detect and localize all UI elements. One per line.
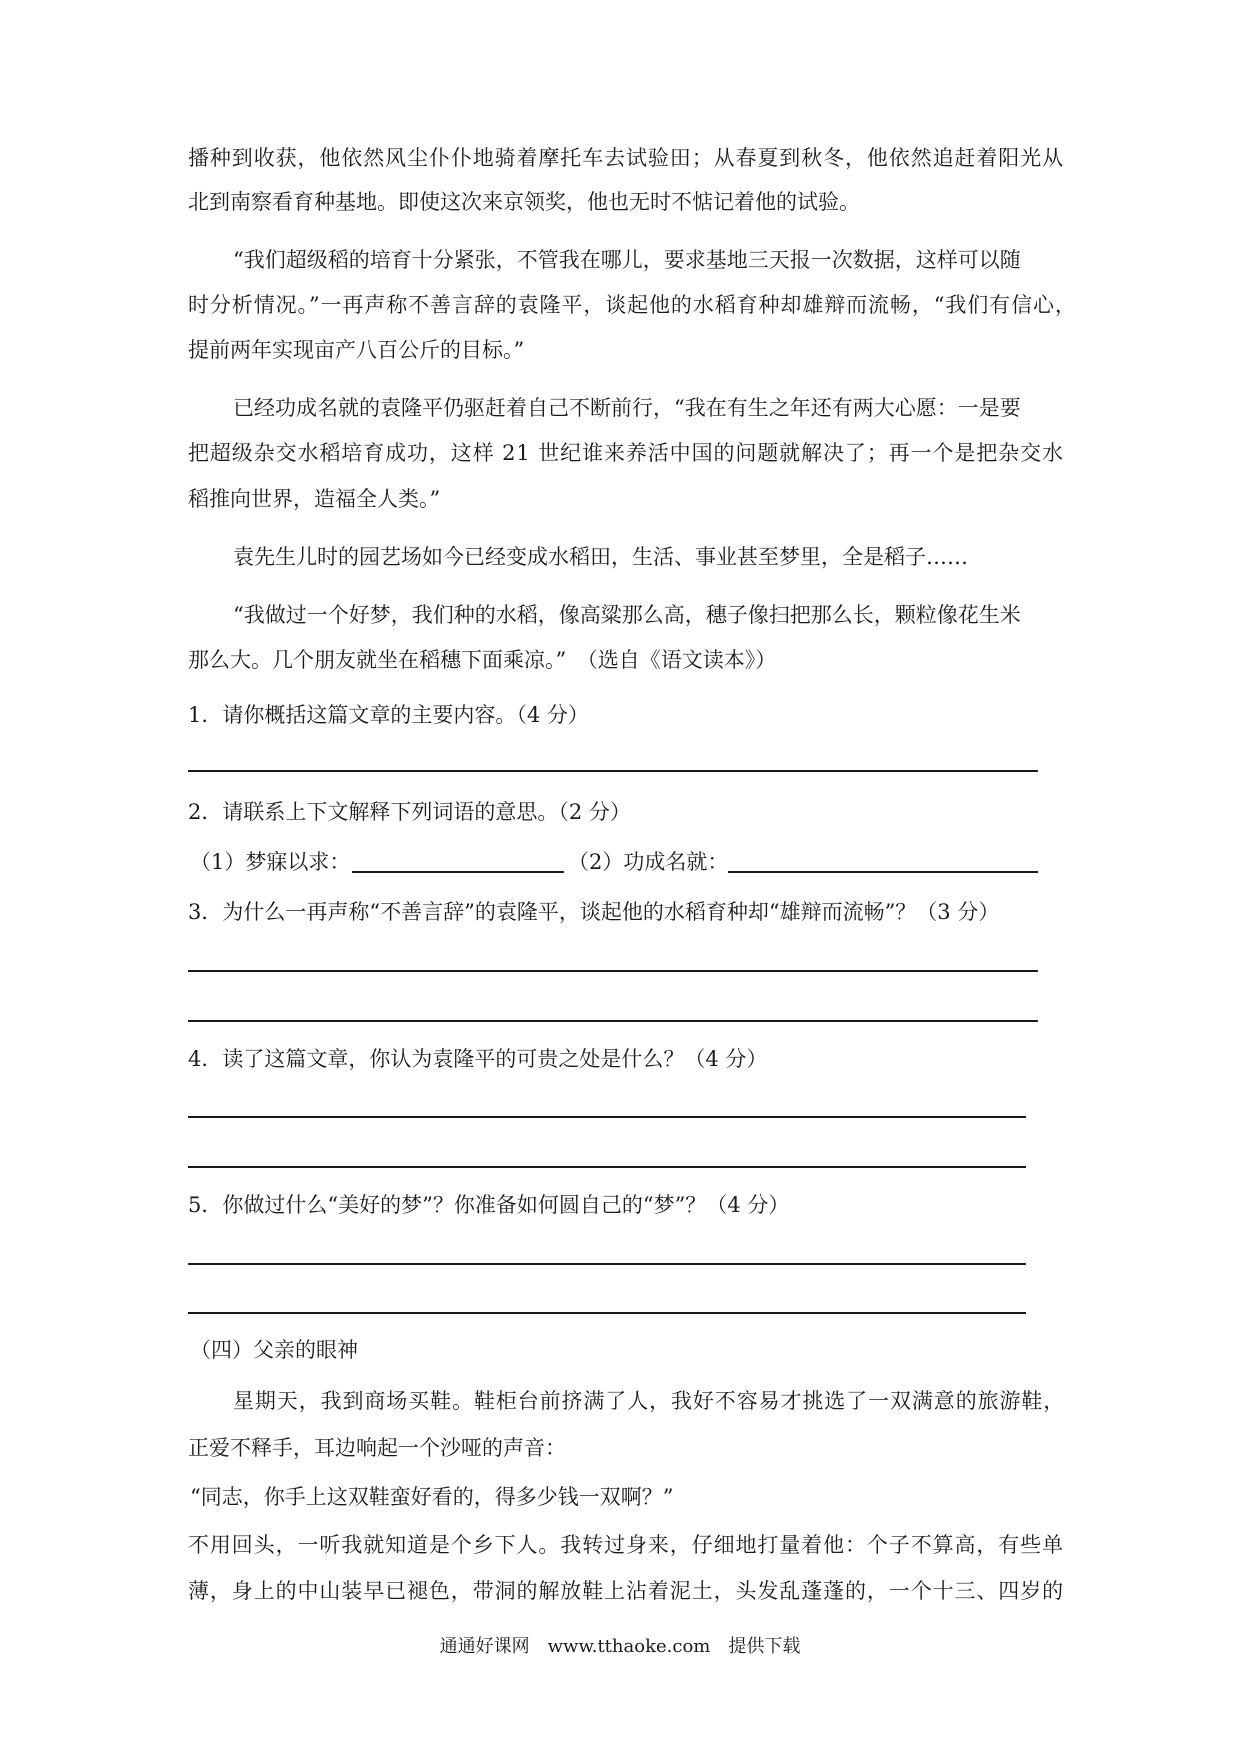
passage-line: 播种到收获，他依然风尘仆仆地骑着摩托车去试验田；从春夏到秋冬，他依然追赶着阳光从 — [188, 146, 1064, 170]
question-2: 2．请联系上下文解释下列词语的意思。（2 分） — [188, 800, 631, 824]
question-4: 4．读了这篇文章，你认为袁隆平的可贵之处是什么？（4 分） — [188, 1047, 768, 1071]
answer-blank-1[interactable] — [352, 871, 564, 873]
answer-line[interactable] — [188, 970, 1038, 972]
passage-line: 不用回头，一听我就知道是个乡下人。我转过身来，仔细地打量着他：个子不算高，有些单 — [188, 1533, 1064, 1557]
answer-blank-2[interactable] — [728, 871, 1038, 873]
question-3: 3．为什么一再声称“不善言辞”的袁隆平，谈起他的水稻育种却“雄辩而流畅”？（3 分） — [188, 900, 1000, 924]
passage-line: 把超级杂交水稻培育成功，这样 21 世纪谁来养活中国的问题就解决了；再一个是把杂交水 — [188, 441, 1064, 465]
passage-line: 北到南察看育种基地。即使这次来京领奖，他也无时不惦记着他的试验。 — [188, 190, 860, 214]
passage-line: 已经功成名就的袁隆平仍驱赶着自己不断前行，“我在有生之年还有两大心愿：一是要 — [233, 396, 1021, 420]
passage-line: “同志，你手上这双鞋蛮好看的，得多少钱一双啊？” — [190, 1485, 674, 1509]
answer-line[interactable] — [188, 1166, 1026, 1168]
answer-line[interactable] — [188, 770, 1038, 772]
passage-line: 稻推向世界，造福全人类。” — [188, 487, 441, 511]
question-1: 1．请你概括这篇文章的主要内容。（4 分） — [188, 703, 589, 727]
question-5: 5．你做过什么“美好的梦”？你准备如何圆自己的“梦”？（4 分） — [188, 1193, 790, 1217]
passage-line: 星期天，我到商场买鞋。鞋柜台前挤满了人，我好不容易才挑选了一双满意的旅游鞋， — [233, 1389, 1066, 1413]
passage-line: 正爱不释手，耳边响起一个沙哑的声音： — [188, 1436, 566, 1460]
passage-line: 薄，身上的中山装早已褪色，带洞的解放鞋上沾着泥土，头发乱蓬蓬的，一个十三、四岁的 — [188, 1579, 1064, 1603]
answer-line[interactable] — [188, 1312, 1026, 1314]
question-2-term-2: （2）功成名就： — [568, 850, 729, 874]
page-footer: 通通好课网 www.tthaoke.com 提供下载 — [439, 1636, 801, 1657]
passage-line: “我做过一个好梦，我们种的水稻，像高粱那么高，穗子像扫把那么长，颗粒像花生米 — [233, 603, 1021, 627]
passage-line: 提前两年实现亩产八百公斤的目标。” — [188, 338, 525, 362]
passage-line: “我们超级稻的培育十分紧张，不管我在哪儿，要求基地三天报一次数据，这样可以随 — [233, 248, 1021, 272]
passage-line: 袁先生儿时的园艺场如今已经变成水稻田，生活、事业甚至梦里，全是稻子…… — [233, 545, 968, 569]
answer-line[interactable] — [188, 1263, 1026, 1265]
answer-line[interactable] — [188, 1020, 1038, 1022]
section-title: （四）父亲的眼神 — [190, 1338, 358, 1362]
passage-line: 时分析情况。”一再声称不善言辞的袁隆平，谈起他的水稻育种却雄辩而流畅，“我们有信心， — [188, 293, 1077, 317]
question-2-term-1: （1）梦寐以求： — [190, 850, 351, 874]
passage-line: 那么大。几个朋友就坐在稻穗下面乘凉。” （选自《语文读本》） — [188, 648, 777, 672]
answer-line[interactable] — [188, 1116, 1026, 1118]
